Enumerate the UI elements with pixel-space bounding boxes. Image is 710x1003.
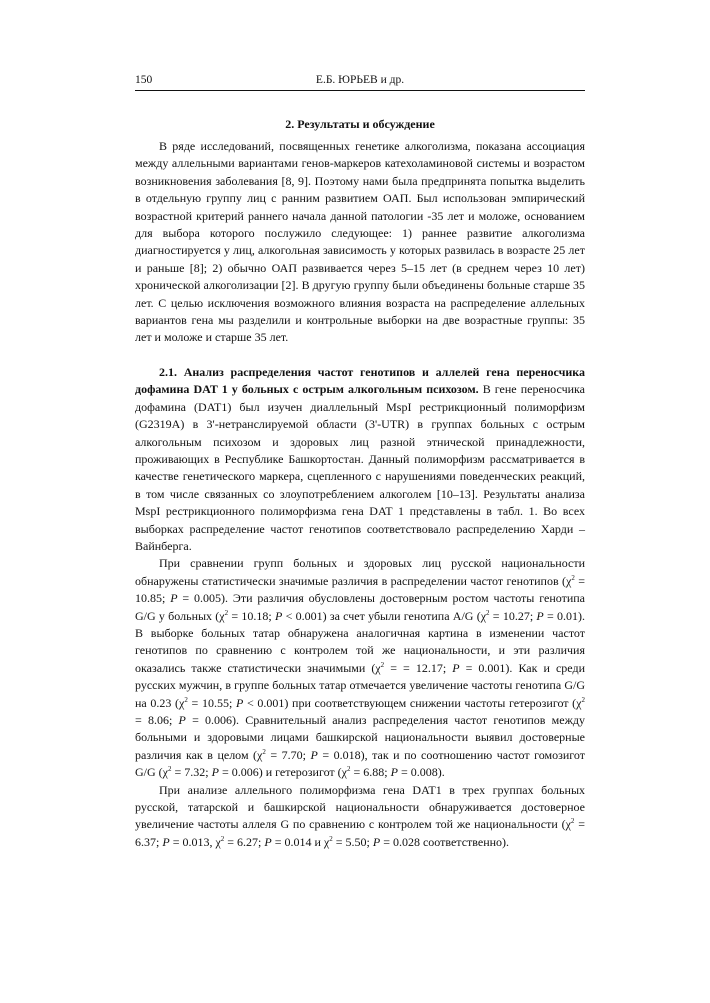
- running-header-authors: Е.Б. ЮРЬЕВ и др.: [315, 74, 405, 86]
- subsection-text: В гене переносчика дофамина (DAT1) был изучен диаллельный MspI рестрикционный полиморфизм (G2319A) в 3'-нетранслируемой области (3'-UTR) в группах больных с острым алкогольным психозом и здоровых лиц разной этнической принадлежности, проживающих в Республике Башкортостан. Данный полиморфизм рассматривается в качестве генетического маркера, сцепленного с нарушениями поведенческих реакций, в том числе связанных со злоупотреблением алкоголем [10–13]. Результаты анализа MspI рестрикционного полиморфизма гена DAT 1 представлены в табл. 1. Во всех выборках распределение частот генотипов соответствовало распределению Харди – Вайнберга.: [135, 382, 586, 553]
- paragraph-genotype-comparison: При сравнении групп больных и здоровых лиц русской национальности обнаружены статистически значимые различия в распределении частот генотипов ($\chi^2 = 10.85$; P = 0.005). Эти различия обусловлены достоверным ростом частоты генотипа G/G у больных ($\chi^2 = 10.18$; P < 0.001) за счет убыли генотипа A/G ($\chi^2 = 10.27$; P = 0.01). В выборке больных татар обнаружена аналогичная картина в изменении частот генотипов по сравнению с контролем той же национальности, и эти различия оказались также статистически значимыми ($\chi^2$ = = 12.17; P = 0.001). Как и среди русских мужчин, в группе больных татар отмечается увеличение частоты генотипа G/G на 0.23 ($\chi^2 = 10.55$; P < 0.001) при соответствующем снижении частоты гетерозигот ($\chi^2 = 8.06$; P = 0.006). Сравнительный анализ распределения частот генотипов между больными и здоровыми лицами башкирской национальности выявил достоверные различия как в целом ($\chi^2 = 7.70$; P = 0.018), так и по соотношению частот гомозигот G/G ($\chi^2 = 7.32$; P = 0.006) и гетерозигот ($\chi^2 = 6.88$; P = 0.008).: [135, 556, 586, 780]
- page-number: 150: [135, 74, 153, 86]
- section-title: 2. Результаты и обсуждение: [285, 117, 435, 131]
- paragraph-subsection-start: [135, 364, 585, 555]
- paragraph-intro: В ряде исследований, посвященных генетике алкоголизма, показана ассоциация между аллельными вариантами генов-маркеров катехоламиновой системы и возрастом возникновения заболевания [8, 9]. Поэтому нами была предпринята попытка выделить в отдельную группу лиц с ранним развитием ОАП. Был использован эмпирический возрастной критерий раннего начала данной патологии -35 лет и моложе, основанием для выбора которого послужило следующее: 1) раннее развитие алкоголизма диагностируется у лиц, алкогольная зависимость у которых развилась в возрасте 25 лет и раньше [8]; 2) обычно ОАП развивается через 5–15 лет (в среднем через 10 лет) хронической алкоголизации [2]. В другую группу были объединены больные старше 35 лет. С целью исключения возможного влияния возраста на распределение аллельных вариантов гена мы разделили и контрольные выборки на две возрастные группы: 35 лет и моложе и старше 35 лет.: [135, 139, 585, 345]
- paragraph-gap: [135, 347, 585, 364]
- subsection-title: 2.1. Анализ распределения частот генотипов и аллелей гена переносчика дофамина DAT 1 у больных с острым алкогольным психозом.: [135, 364, 585, 397]
- paragraph-allele-analysis: При анализе аллельного полиморфизма гена DAT1 в трех группах больных русской, татарской и башкирской национальности обнаруживается достоверное увеличение частоты аллеля G по сравнению с контролем той же национальности ($\chi^2 = 6.37$; P = 0.013, $\chi^2 = 6.27$; P = 0.014 и $\chi^2 = 5.50$; P = 0.028 соответственно).: [135, 782, 585, 849]
- running-header: [135, 70, 585, 91]
- page: [135, 70, 585, 851]
